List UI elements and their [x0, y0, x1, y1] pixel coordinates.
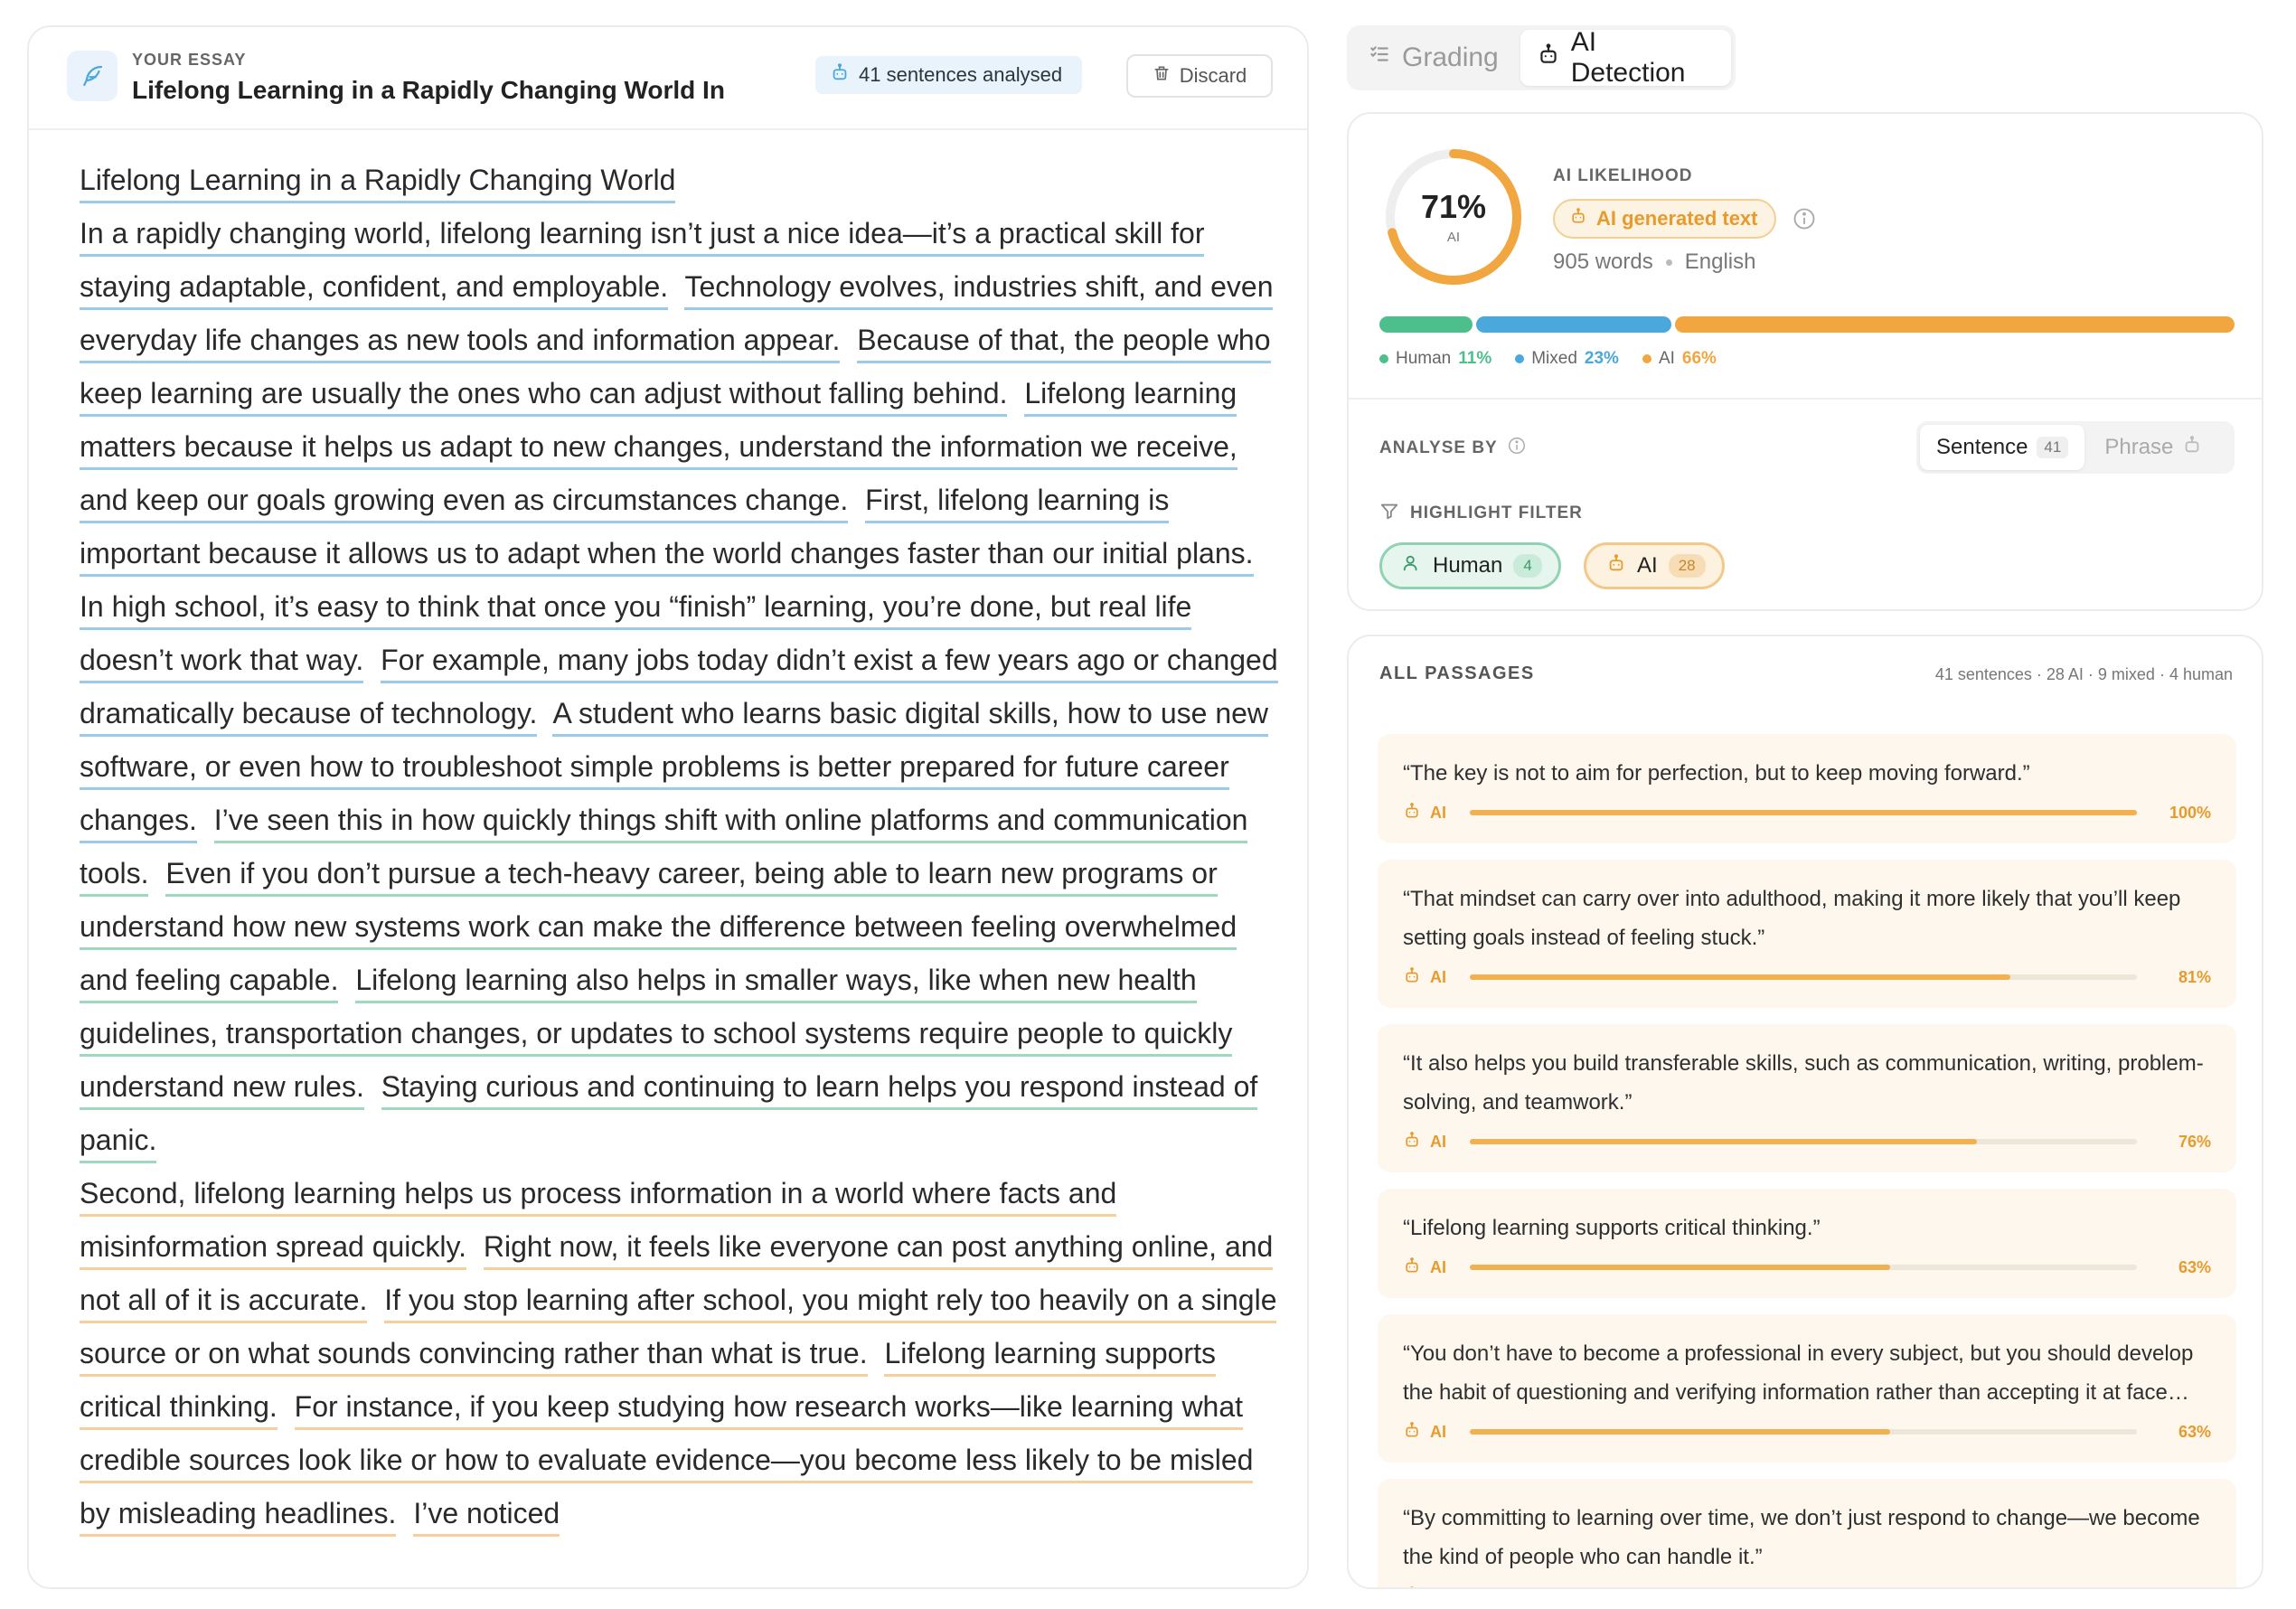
legend-dot	[1515, 354, 1524, 363]
analyse-sentence-option[interactable]	[1920, 425, 2084, 470]
tab-ai-detection[interactable]	[1520, 27, 1731, 88]
feather-icon	[67, 51, 118, 101]
essay-sentence[interactable]: In high school, it’s easy to think that once you “finish” learning, you’re done, but real life doesn’t work that way.	[80, 590, 1191, 683]
essay-body[interactable]	[80, 154, 1291, 1587]
legend-ai	[1642, 349, 1717, 369]
tab-grading-label: Grading	[1402, 42, 1499, 72]
tab-bar	[1347, 25, 1736, 90]
passage-item[interactable]	[1378, 734, 2236, 843]
person-icon	[1402, 553, 1422, 579]
legend-name: Human	[1396, 349, 1452, 368]
filter-ai-pill[interactable]	[1584, 542, 1725, 589]
essay-sentence[interactable]: Staying curious and continuing to learn helps you respond instead of panic.	[80, 1070, 1257, 1163]
passage-score-track	[1470, 1139, 2137, 1144]
robot-icon	[1403, 1131, 1421, 1153]
passage-score-fill	[1470, 1429, 1890, 1435]
sentence-label: Sentence	[1936, 435, 2028, 459]
essay-sentence[interactable]: Technology evolves, industries shift, and even everyday life changes as new tools and information appear.	[80, 270, 1273, 363]
passages-title: ALL PASSAGES	[1379, 663, 1535, 683]
passage-text: “It also helps you build transferable skills, such as communication, writing, problem-solving, and teamwork.”	[1403, 1051, 2204, 1115]
analyse-by-toggle	[1916, 421, 2235, 474]
essay-header	[29, 27, 1307, 130]
word-count: 905 words	[1553, 249, 1653, 274]
passages-summary: 41 sentences · 28 AI · 9 mixed · 4 human	[1934, 665, 2233, 683]
essay-sentence[interactable]: For example, many jobs today didn’t exist a few years ago or changed dramatically because of technology.	[80, 644, 1278, 737]
legend-value: 11%	[1458, 349, 1492, 368]
list-check-icon	[1368, 42, 1391, 73]
filter-human-label: Human	[1433, 553, 1503, 578]
robot-icon	[1403, 1585, 1421, 1590]
essay-sentence[interactable]: Right now, it feels like everyone can post anything online, and not all of it is accurate.	[80, 1230, 1273, 1323]
essay-paragraph	[80, 154, 1291, 207]
trash-icon	[1153, 64, 1171, 88]
robot-icon	[1403, 1256, 1421, 1279]
essay-paragraph	[80, 207, 1291, 1167]
highlight-filter-text: HIGHLIGHT FILTER	[1410, 503, 1583, 522]
robot-icon	[830, 62, 850, 88]
passage-meta	[1403, 800, 2211, 825]
passage-tag: AI	[1430, 1257, 1446, 1276]
distribution-segment-mixed	[1476, 316, 1671, 333]
passage-item[interactable]	[1378, 1024, 2236, 1172]
distribution-segment-human	[1379, 316, 1473, 333]
tab-grading[interactable]	[1351, 30, 1515, 86]
passage-score: 81%	[2178, 967, 2211, 986]
passage-text: “By committing to learning over time, we don’t just respond to change—we become the kind of people who can handle it.”	[1403, 1506, 2200, 1569]
analyse-phrase-option[interactable]	[2088, 425, 2218, 470]
legend-name: Mixed	[1531, 349, 1577, 368]
passage-score-fill	[1470, 1265, 1890, 1270]
word-count-row	[1553, 249, 1755, 275]
legend-value: 23%	[1584, 349, 1619, 368]
essay-sentence[interactable]: Because of that, the people who keep learning are usually the ones who can adjust without falling behind.	[80, 324, 1271, 417]
essay-kicker: YOUR ESSAY	[132, 51, 247, 69]
passage-score-track	[1470, 974, 2137, 980]
essay-sentence[interactable]: For instance, if you keep studying how research works—like learning what credible sources look like or how to evaluate evidence—you become less likely to be misled by misleading headlines.	[80, 1390, 1253, 1537]
highlight-filter-label	[1379, 501, 1583, 526]
passage-item[interactable]	[1378, 1189, 2236, 1298]
language: English	[1684, 249, 1756, 274]
ai-likelihood-card	[1347, 112, 2263, 611]
essay-sentence[interactable]: Lifelong learning matters because it helps us adapt to new changes, understand the information we receive, and keep our goals growing even as circumstances change.	[80, 377, 1237, 523]
legend-dot	[1379, 354, 1388, 363]
filter-icon	[1379, 501, 1399, 526]
discard-label: Discard	[1179, 64, 1247, 87]
passage-text: “The key is not to aim for perfection, but to keep moving forward.”	[1403, 761, 2030, 786]
lock-icon	[2182, 435, 2202, 461]
passage-item[interactable]	[1378, 860, 2236, 1008]
robot-icon	[1403, 966, 1421, 989]
passage-tag: AI	[1430, 1422, 1446, 1441]
passage-score-track	[1470, 1265, 2137, 1270]
essay-sentence[interactable]: If you stop learning after school, you might rely too heavily on a single source or on what sounds convincing rather than what is true.	[80, 1284, 1276, 1377]
legend-dot	[1642, 354, 1651, 363]
passage-score-fill	[1470, 974, 2010, 980]
filter-human-count: 4	[1513, 554, 1541, 578]
passage-score: 63%	[2178, 1257, 2211, 1276]
passage-score: 76%	[2178, 1132, 2211, 1151]
analyse-by-label	[1379, 436, 1527, 461]
passage-item[interactable]	[1378, 1314, 2236, 1463]
passage-text: “You don’t have to become a professional in every subject, but you should develop the habit of questioning and verifying information rather than accepting it at face	[1403, 1341, 2194, 1405]
separator-dot	[1666, 259, 1672, 266]
ai-generated-label: AI generated text	[1596, 207, 1758, 230]
essay-sentence[interactable]: I’ve noticed	[413, 1497, 560, 1537]
tab-ai-detection-label: AI Detection	[1570, 27, 1686, 88]
essay-sentence[interactable]: Even if you don’t pursue a tech-heavy career, being able to learn new programs or understand how new systems work can make the difference between feeling overwhelmed and feeling capable.	[80, 857, 1237, 1003]
passage-meta	[1403, 964, 2211, 990]
info-icon[interactable]	[1507, 436, 1527, 461]
passage-score	[2157, 1587, 2211, 1590]
distribution-bar	[1379, 316, 2235, 333]
likelihood-percent: 71%	[1420, 188, 1487, 225]
passage-tag	[1430, 1587, 1457, 1590]
passage-meta	[1403, 1584, 2211, 1589]
passage-score-fill	[1470, 810, 2137, 815]
essay-sentence[interactable]: Lifelong learning also helps in smaller ways, like when new health guidelines, transportation changes, or updates to school systems require people to quickly understand new rules.	[80, 964, 1232, 1110]
passage-text: “Lifelong learning supports critical thinking.”	[1403, 1216, 1821, 1240]
essay-title: Lifelong Learning in a Rapidly Changing World In	[132, 76, 725, 104]
filter-ai-label: AI	[1637, 553, 1658, 578]
passage-list	[1378, 734, 2236, 1589]
passage-text: “That mindset can carry over into adulthood, making it more likely that you’ll keep setting goals instead of feeling stuck.”	[1403, 887, 2181, 950]
passage-meta	[1403, 1255, 2211, 1280]
passage-tag: AI	[1430, 1132, 1446, 1151]
filter-human-pill[interactable]	[1379, 542, 1561, 589]
passage-tag: AI	[1430, 967, 1446, 986]
essay-sentence[interactable]: Lifelong learning supports critical thinking.	[80, 1337, 1216, 1430]
passage-meta	[1403, 1129, 2211, 1154]
card-divider	[1349, 398, 2262, 400]
sentence-count: 41	[2037, 437, 2068, 458]
passage-score: 63%	[2178, 1422, 2211, 1441]
essay-sentence[interactable]: Lifelong Learning in a Rapidly Changing World	[80, 164, 675, 203]
robot-icon	[1403, 1421, 1421, 1444]
robot-icon	[1537, 42, 1560, 73]
all-passages-card	[1347, 635, 2263, 1589]
essay-sentence[interactable]: First, lifelong learning is important because it allows us to adapt when the world changes faster than our initial plans.	[80, 484, 1254, 577]
passage-score-track	[1470, 1429, 2137, 1435]
discard-button[interactable]	[1126, 54, 1273, 98]
essay-sentence[interactable]: Second, lifelong learning helps us process information in a world where facts and misinformation spread quickly.	[80, 1177, 1116, 1270]
legend-name: AI	[1658, 349, 1675, 368]
passage-tag: AI	[1430, 803, 1446, 822]
filter-ai-count: 28	[1669, 554, 1706, 578]
distribution-segment-ai	[1675, 316, 2235, 333]
legend-mixed	[1515, 349, 1619, 369]
robot-icon	[1569, 207, 1587, 231]
ai-generated-badge	[1553, 199, 1776, 239]
passage-score-track	[1470, 810, 2137, 815]
robot-icon	[1606, 553, 1626, 579]
likelihood-sub-label: AI	[1446, 230, 1461, 245]
distribution-legend	[1379, 349, 1717, 369]
legend-value: 66%	[1681, 349, 1717, 368]
essay-panel	[27, 25, 1309, 1589]
analyse-by-text: ANALYSE BY	[1379, 438, 1498, 457]
essay-sentence[interactable]: A student who learns basic digital skills, how to use new software, or even how to troubleshoot simple problems is better prepared for future career changes.	[80, 697, 1268, 843]
essay-paragraph	[80, 1167, 1291, 1540]
info-icon[interactable]	[1792, 206, 1817, 236]
passage-item[interactable]	[1378, 1479, 2236, 1589]
sentences-analysed-badge	[815, 56, 1082, 94]
phrase-label: Phrase	[2104, 435, 2174, 459]
legend-human	[1379, 349, 1491, 369]
passage-score-fill	[1470, 1139, 1977, 1144]
likelihood-label: AI LIKELIHOOD	[1553, 166, 1693, 185]
essay-sentence[interactable]: In a rapidly changing world, lifelong learning isn’t just a nice idea—it’s a practical skill for staying adaptable, confident, and employable.	[80, 217, 1204, 310]
robot-icon	[1403, 802, 1421, 824]
passage-meta	[1403, 1419, 2211, 1444]
essay-sentence[interactable]: I’ve seen this in how quickly things shift with online platforms and communication tools.	[80, 804, 1247, 897]
passage-score: 100%	[2169, 803, 2211, 822]
sentences-analysed-text: 41 sentences analysed	[859, 63, 1063, 86]
